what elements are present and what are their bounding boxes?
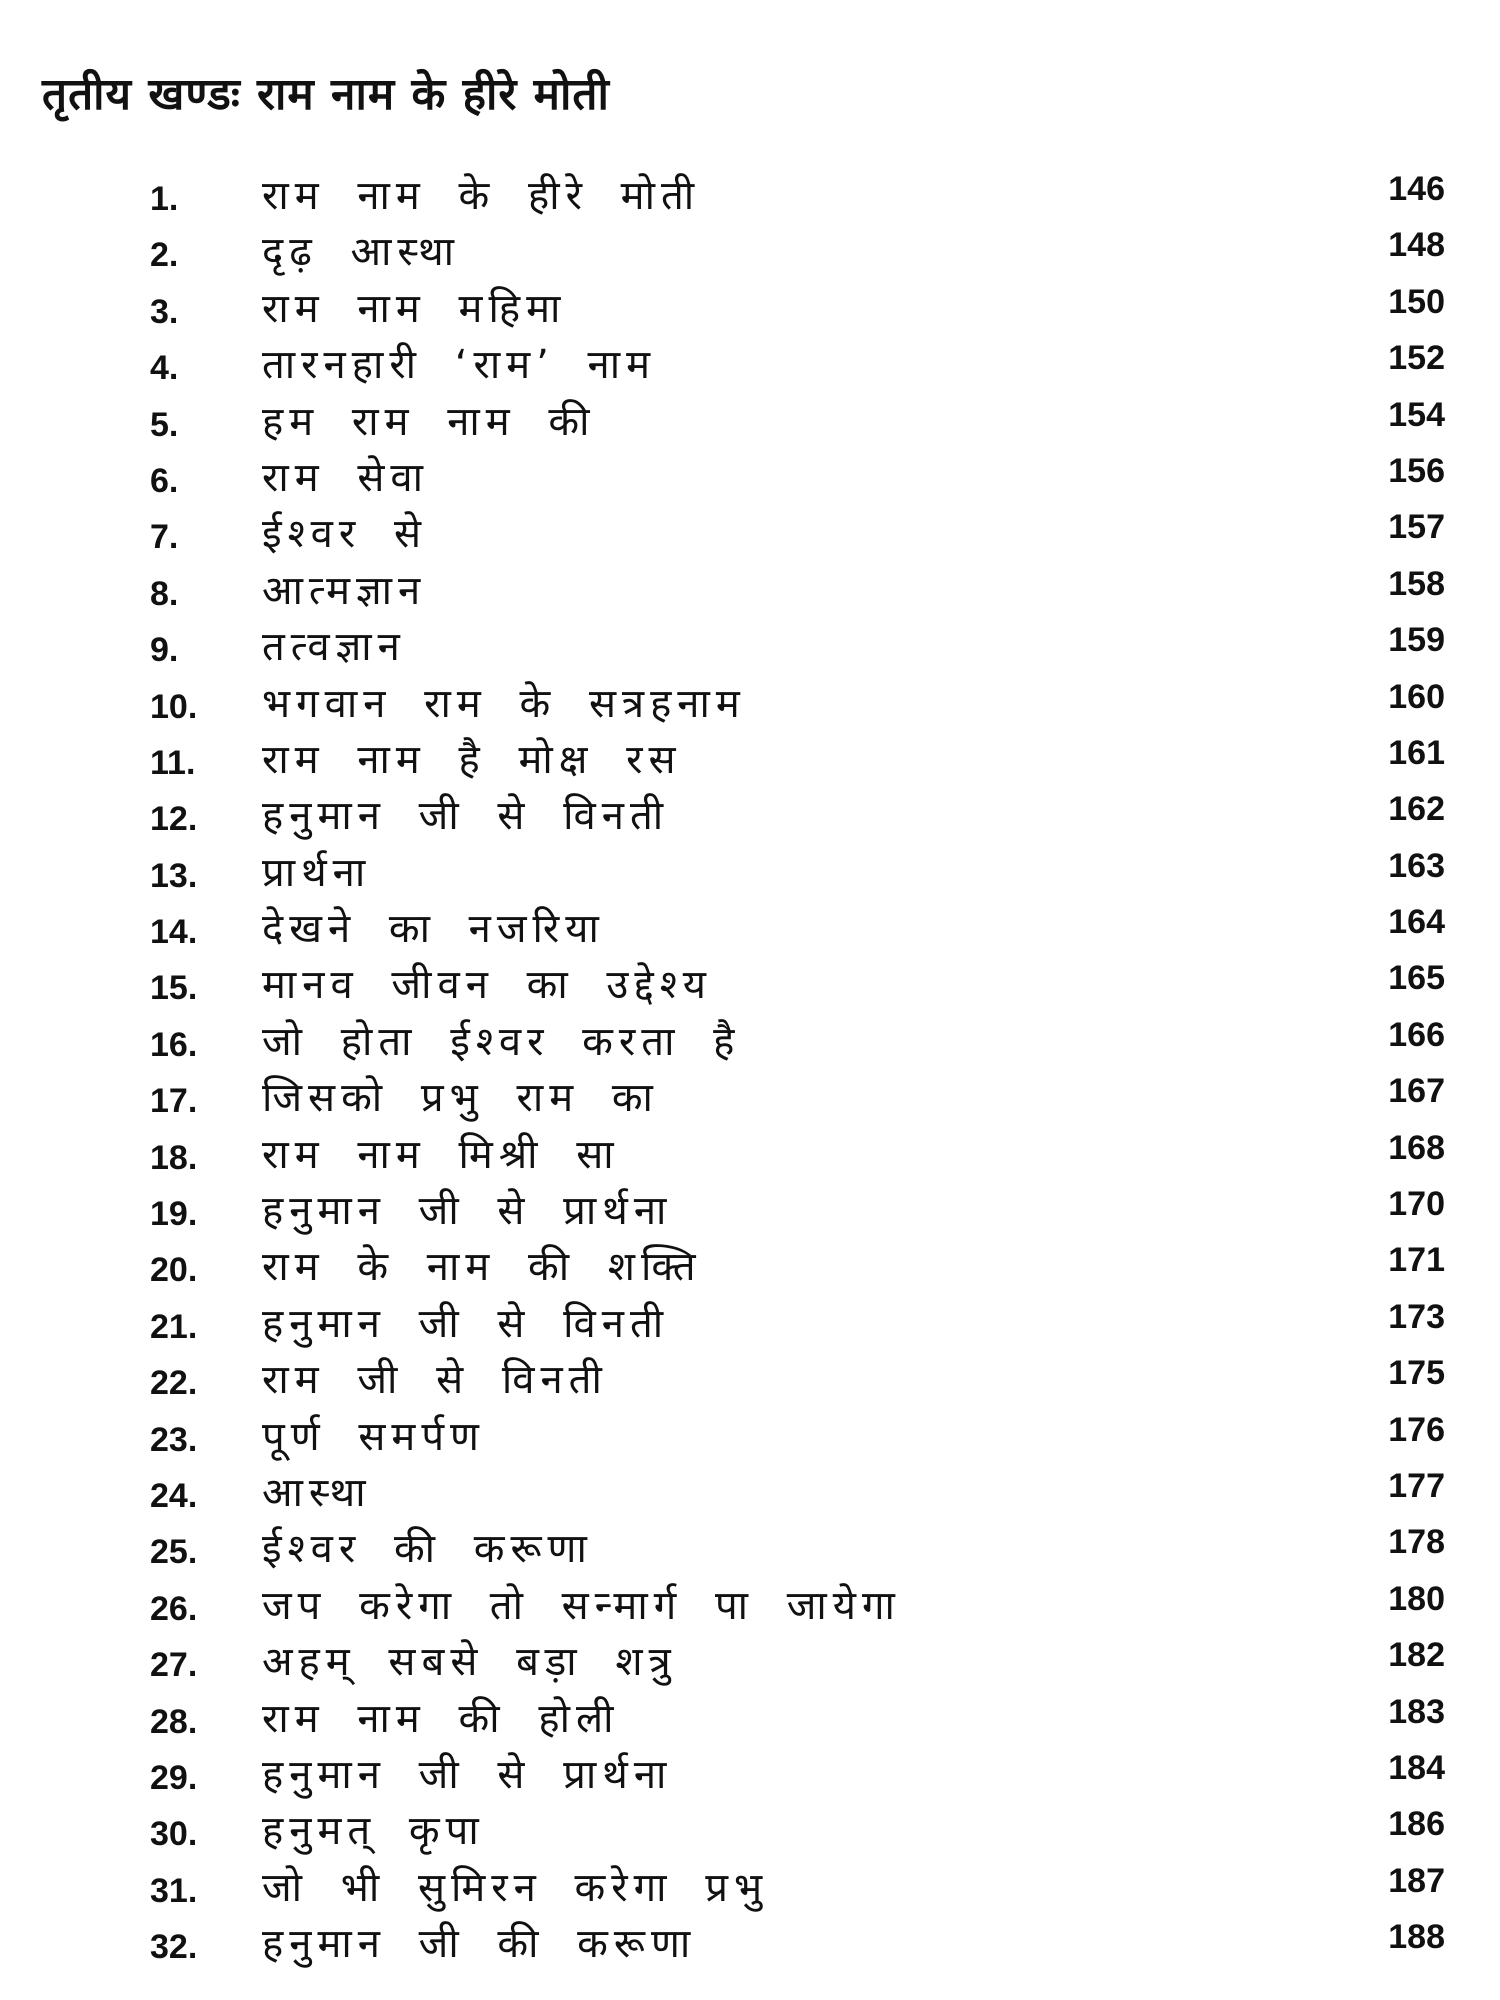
entry-page-number: 177: [1388, 1466, 1445, 1505]
toc-entry: [0, 504, 1500, 560]
entry-number: 1.: [150, 180, 179, 218]
entry-page-number: 175: [1388, 1354, 1445, 1393]
entry-number: 8.: [150, 574, 179, 613]
entry-page-number: 168: [1388, 1128, 1445, 1167]
entry-page-number: 146: [1388, 170, 1445, 208]
entry-title: राम जी से विनती: [262, 1357, 608, 1404]
entry-title: राम नाम की होली: [262, 1695, 620, 1742]
entry-page-number: 165: [1388, 959, 1445, 998]
entry-number: 14.: [150, 913, 198, 952]
entry-number: 6.: [150, 461, 179, 500]
entry-number: 24.: [150, 1476, 198, 1515]
toc-entry: [0, 1294, 1500, 1350]
entry-title: प्रार्थना: [262, 849, 372, 896]
entry-page-number: 161: [1388, 733, 1445, 772]
toc-entry: [0, 1350, 1500, 1406]
entry-title: जो भी सुमिरन करेगा प्रभु: [262, 1864, 769, 1911]
entry-page-number: 187: [1388, 1861, 1445, 1900]
toc-entry: [0, 335, 1500, 391]
entry-page-number: 167: [1388, 1072, 1445, 1111]
entry-page-number: 162: [1388, 790, 1445, 829]
toc-entry: [0, 1068, 1500, 1124]
toc-entry: [0, 730, 1500, 786]
toc-entry: [0, 1689, 1500, 1745]
toc-list: [0, 166, 1500, 1971]
toc-entry: [0, 1745, 1500, 1801]
entry-page-number: 183: [1388, 1692, 1445, 1731]
toc-entry: [0, 1463, 1500, 1519]
entry-page-number: 180: [1388, 1579, 1445, 1618]
entry-title: देखने का नजरिया: [262, 906, 605, 953]
entry-title: जिसको प्रभु राम का: [262, 1075, 659, 1122]
toc-entry: [0, 1914, 1500, 1970]
toc-entry: [0, 1801, 1500, 1857]
entry-number: 10.: [150, 687, 198, 726]
toc-entry: [0, 955, 1500, 1011]
entry-title: तारनहारी ‘राम’ नाम: [262, 342, 657, 389]
entry-number: 9.: [150, 631, 179, 670]
entry-title: हनुमान जी की करूणा: [262, 1921, 697, 1968]
entry-number: 29.: [150, 1758, 198, 1797]
entry-title: जो होता ईश्वर करता है: [262, 1018, 741, 1065]
entry-number: 30.: [150, 1815, 198, 1854]
entry-title: हनुमान जी से विनती: [262, 793, 670, 840]
entry-page-number: 152: [1388, 339, 1445, 378]
entry-number: 5.: [150, 405, 179, 444]
toc-entry: [0, 1632, 1500, 1688]
entry-title: अहम् सबसे बड़ा शत्रु: [262, 1639, 677, 1686]
toc-entry: [0, 1125, 1500, 1181]
section-heading: तृतीय खण्डः राम नाम के हीरे मोती: [42, 69, 610, 120]
entry-number: 31.: [150, 1871, 198, 1910]
toc-entry: [0, 1012, 1500, 1068]
entry-title: ईश्वर की करूणा: [262, 1526, 593, 1573]
entry-page-number: 178: [1388, 1523, 1445, 1562]
entry-number: 23.: [150, 1420, 198, 1459]
entry-title: मानव जीवन का उद्देश्य: [262, 962, 712, 1009]
entry-page-number: 166: [1388, 1015, 1445, 1054]
entry-title: राम नाम है मोक्ष रस: [262, 736, 682, 783]
entry-page-number: 158: [1388, 564, 1445, 603]
entry-number: 16.: [150, 1025, 198, 1064]
entry-title: राम नाम महिमा: [262, 285, 567, 332]
entry-number: 2.: [150, 236, 179, 275]
entry-page-number: 170: [1388, 1185, 1445, 1224]
entry-number: 13.: [150, 856, 198, 895]
entry-page-number: 163: [1388, 846, 1445, 885]
toc-entry: [0, 222, 1500, 278]
entry-title: राम नाम के हीरे मोती: [262, 173, 701, 219]
entry-page-number: 171: [1388, 1241, 1445, 1280]
toc-entry: [0, 1576, 1500, 1632]
toc-entry: [0, 899, 1500, 955]
toc-entry: [0, 674, 1500, 730]
entry-page-number: 159: [1388, 621, 1445, 660]
entry-page-number: 188: [1388, 1918, 1445, 1957]
entry-title: आत्मज्ञान: [262, 567, 427, 614]
entry-page-number: 148: [1388, 226, 1445, 265]
entry-number: 11.: [150, 743, 196, 782]
entry-number: 32.: [150, 1928, 198, 1967]
entry-title: हनुमान जी से विनती: [262, 1300, 670, 1347]
entry-number: 21.: [150, 1307, 198, 1346]
entry-number: 25.: [150, 1533, 198, 1572]
toc-entry: [0, 1519, 1500, 1575]
entry-page-number: 186: [1388, 1805, 1445, 1844]
entry-page-number: 182: [1388, 1636, 1445, 1675]
toc-entry: [0, 561, 1500, 617]
entry-title: आस्था: [262, 1469, 372, 1516]
entry-title: तत्वज्ञान: [262, 624, 406, 671]
entry-title: हनुमान जी से प्रार्थना: [262, 1188, 673, 1235]
entry-page-number: 184: [1388, 1748, 1445, 1787]
entry-page-number: 173: [1388, 1297, 1445, 1336]
entry-title: दृढ़ आस्था: [262, 229, 461, 276]
entry-page-number: 156: [1388, 451, 1445, 490]
entry-page-number: 160: [1388, 677, 1445, 716]
entry-number: 18.: [150, 1138, 198, 1177]
entry-title: जप करेगा तो सन्मार्ग पा जायेगा: [262, 1582, 901, 1629]
entry-number: 4.: [150, 349, 179, 388]
toc-entry: [0, 166, 1500, 222]
entry-page-number: 164: [1388, 903, 1445, 942]
entry-number: 20.: [150, 1251, 198, 1290]
entry-page-number: 154: [1388, 395, 1445, 434]
entry-number: 26.: [150, 1589, 198, 1628]
entry-number: 7.: [150, 518, 179, 557]
entry-number: 28.: [150, 1702, 198, 1741]
toc-entry: [0, 1237, 1500, 1293]
entry-number: 27.: [150, 1646, 198, 1685]
toc-entry: [0, 786, 1500, 842]
entry-page-number: 157: [1388, 508, 1445, 547]
entry-number: 22.: [150, 1364, 198, 1403]
entry-title: हनुमान जी से प्रार्थना: [262, 1751, 673, 1798]
entry-title: राम सेवा: [262, 454, 429, 501]
entry-number: 12.: [150, 800, 198, 839]
toc-entry: [0, 1181, 1500, 1237]
toc-entry: [0, 617, 1500, 673]
entry-title: हनुमत् कृपा: [262, 1808, 485, 1855]
toc-entry: [0, 1407, 1500, 1463]
entry-title: राम के नाम की शक्ति: [262, 1244, 702, 1291]
entry-number: 15.: [150, 969, 198, 1008]
entry-title: राम नाम मिश्री सा: [262, 1131, 620, 1178]
entry-page-number: 176: [1388, 1410, 1445, 1449]
entry-number: 17.: [150, 1082, 198, 1121]
toc-entry: [0, 279, 1500, 335]
entry-page-number: 150: [1388, 282, 1445, 321]
entry-title: हम राम नाम की: [262, 398, 596, 445]
entry-number: 19.: [150, 1195, 198, 1234]
toc-entry: [0, 843, 1500, 899]
toc-entry: [0, 392, 1500, 448]
toc-entry: [0, 448, 1500, 504]
entry-number: 3.: [150, 292, 179, 331]
entry-title: ईश्वर से: [262, 511, 427, 558]
entry-title: पूर्ण समर्पण: [262, 1413, 485, 1460]
toc-entry: [0, 1858, 1500, 1914]
entry-title: भगवान राम के सत्रहनाम: [262, 680, 746, 727]
